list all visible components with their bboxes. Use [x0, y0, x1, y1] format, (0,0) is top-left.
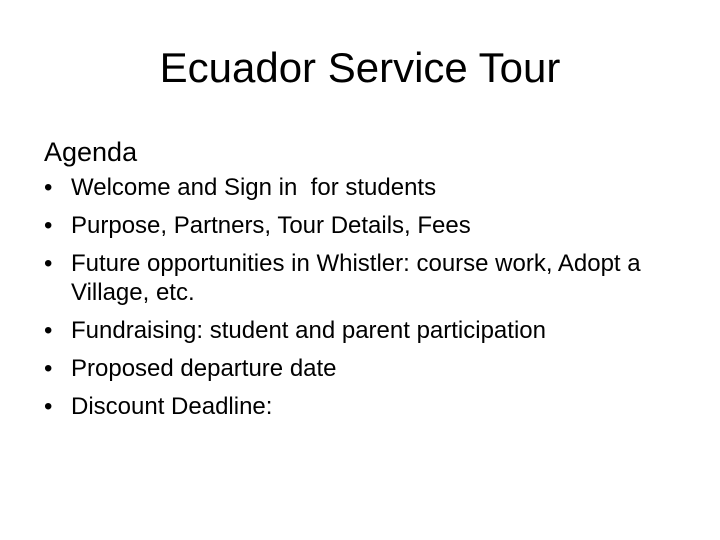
bullet-icon: •: [44, 393, 53, 420]
list-item-text: Proposed departure date: [71, 355, 337, 382]
list-item-text: Welcome and Sign in for students: [71, 174, 437, 201]
list-item: [44, 392, 684, 421]
list-item: [44, 173, 684, 202]
list-item-text: Future opportunities in Whistler: course work, Adopt a Village, etc.: [71, 250, 641, 306]
list-item: [44, 354, 684, 383]
bullet-icon: •: [44, 317, 53, 344]
agenda-list: [44, 173, 684, 421]
list-item: [44, 211, 684, 240]
bullet-icon: •: [44, 212, 53, 239]
bullet-icon: •: [44, 355, 53, 382]
bullet-icon: •: [44, 250, 53, 277]
list-item-text: Fundraising: student and parent participation: [71, 317, 546, 344]
bullet-icon: •: [44, 174, 53, 201]
list-item: [44, 249, 684, 307]
slide-body: [44, 133, 684, 430]
slide-title: Ecuador Service Tour: [159, 44, 561, 91]
list-item-text: Discount Deadline:: [71, 393, 273, 420]
agenda-heading: Agenda: [44, 137, 138, 167]
list-item: [44, 316, 684, 345]
list-item-text: Purpose, Partners, Tour Details, Fees: [71, 212, 471, 239]
